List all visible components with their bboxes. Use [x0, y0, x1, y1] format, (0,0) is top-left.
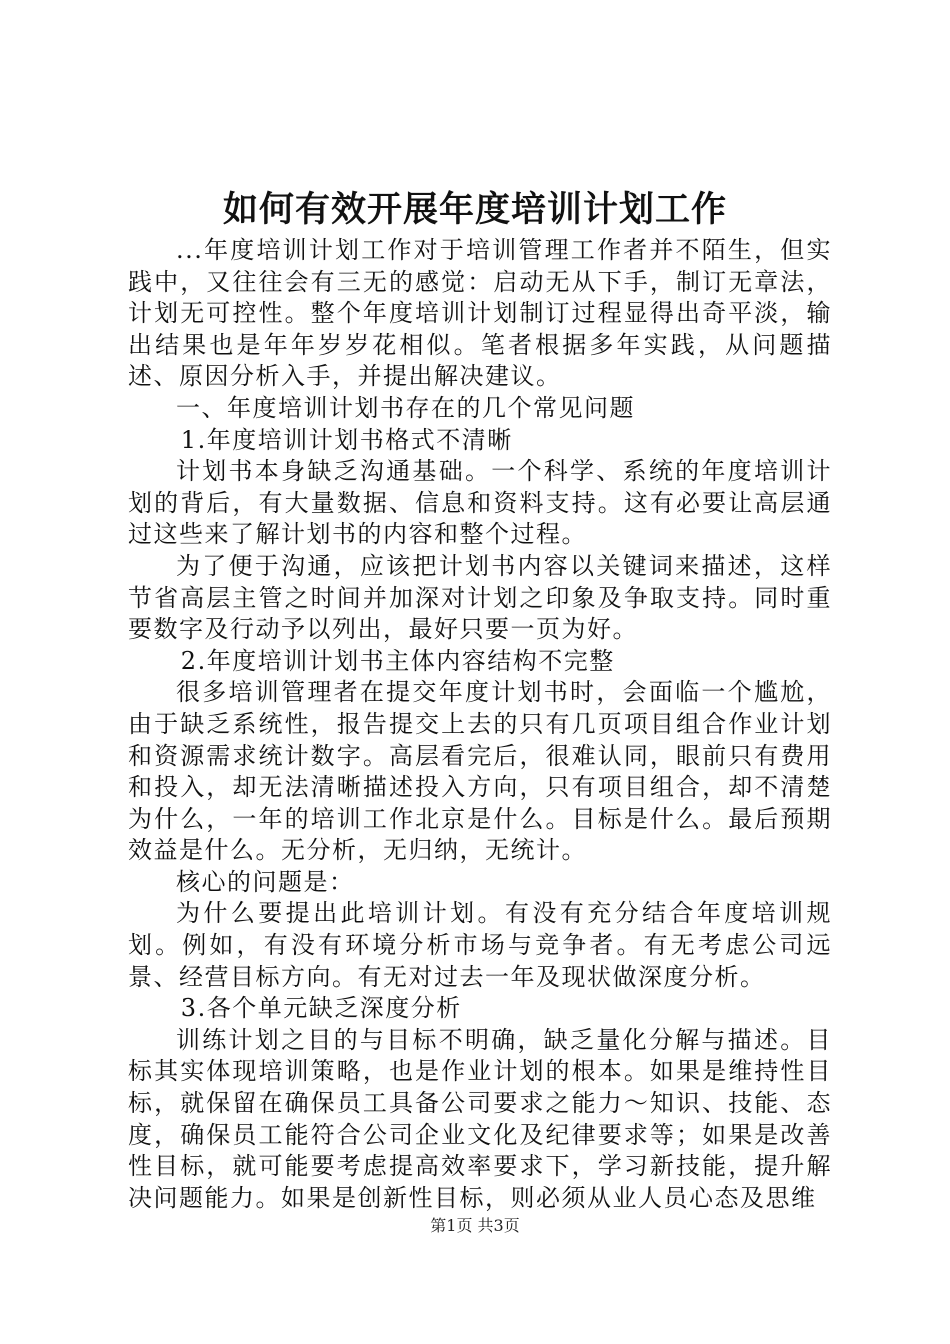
subheading-3: 3.各个单元缺乏深度分析 [180, 994, 462, 1023]
body-paragraph: 为什么要提出此培训计划。有没有充分结合年度培训规划。例如，有没有环境分析市场与竞争者。有无考虑公司远景、经营目标方向。有无对过去一年及现状做深度分析。 [128, 899, 832, 991]
page-footer: 第1页 共3页 [430, 1216, 520, 1235]
body-paragraph: 训练计划之目的与目标不明确，缺乏量化分解与描述。目标其实体现培训策略，也是作业计划的根本。如果是维持性目标，就保留在确保员工具备公司要求之能力～知识、技能、态度，确保员工能符合公司企业文化及纪律要求等；如果是改善性目标，就可能要考虑提高效率要求下，学习新技能，提升解决问题能力。如果是创新性目标，则必须从业人员心态及思维 [128, 1025, 832, 1212]
intro-paragraph: ...年度培训计划工作对于培训管理工作者并不陌生，但实践中，又往往会有三无的感觉：启动无从下手，制订无章法，计划无可控性。整个年度培训计划制订过程显得出奇平淡，输出结果也是年年岁岁花相似。笔者根据多年实践，从问题描述、原因分析入手，并提出解决建议。 [128, 236, 832, 391]
document-body [128, 235, 832, 1214]
body-paragraph: 核心的问题是： [176, 867, 355, 896]
subheading-1: 1.年度培训计划书格式不清晰 [180, 425, 513, 454]
document-title: 如何有效开展年度培训计划工作 [222, 189, 727, 230]
body-paragraph: 为了便于沟通，应该把计划书内容以关键词来描述，这样节省高层主管之时间并加深对计划之印象及争取支持。同时重要数字及行动予以列出，最好只要一页为好。 [128, 551, 832, 644]
body-paragraph: 很多培训管理者在提交年度计划书时，会面临一个尴尬，由于缺乏系统性，报告提交上去的只有几页项目组合作业计划和资源需求统计数字。高层看完后，很难认同，眼前只有费用和投入，却无法清晰描述投入方向，只有项目组合，却不清楚为什么，一年的培训工作北京是什么。目标是什么。最后预期效益是什么。无分析，无归纳，无统计。 [128, 678, 832, 865]
body-paragraph: 计划书本身缺乏沟通基础。一个科学、系统的年度培训计划的背后，有大量数据、信息和资料支持。这有必要让高层通过这些来了解计划书的内容和整个过程。 [128, 457, 832, 549]
section-heading-1: 一、年度培训计划书存在的几个常见问题 [176, 393, 635, 422]
subheading-2: 2.年度培训计划书主体内容结构不完整 [180, 646, 615, 675]
